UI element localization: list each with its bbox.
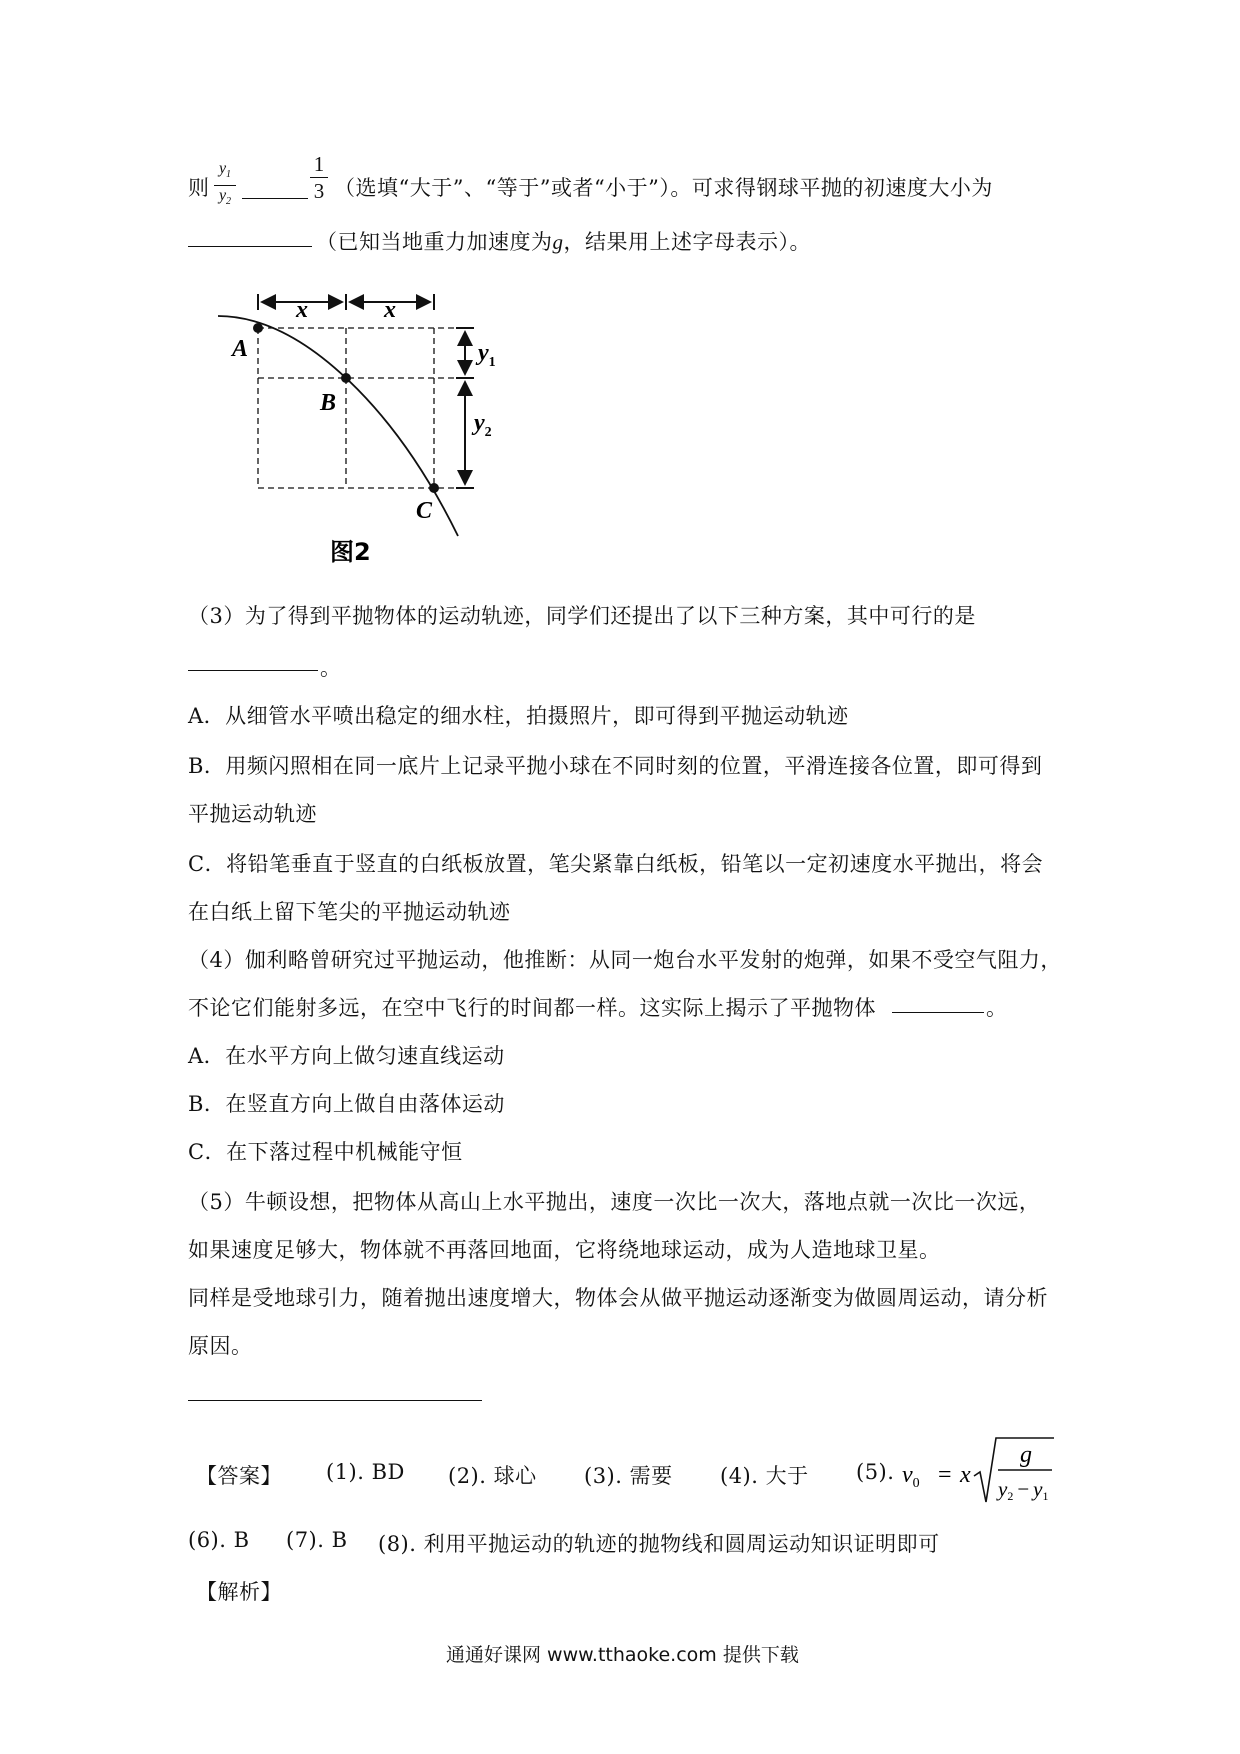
q3-answer-blank[interactable] [188, 650, 318, 671]
answer-2: (2). 球心 [448, 1464, 537, 1488]
q4-option-b: B．在竖直方向上做自由落体运动 [188, 1092, 505, 1116]
q3-option-a: A．从细管水平喷出稳定的细水柱，拍摄照片，即可得到平抛运动轨迹 [188, 704, 849, 728]
label-x-second: x [384, 297, 396, 323]
q4-stem-line1: （4）伽利略曾研究过平抛运动，他推断：从同一炮台水平发射的炮弹，如果不受空气阻力， [188, 948, 1062, 972]
answer-5-formula [898, 1432, 1058, 1512]
ratio-denominator: $y_2$ [218, 187, 232, 208]
trajectory-figure [200, 280, 530, 570]
q5-line1: （5）牛顿设想，把物体从高山上水平抛出，速度一次比一次大，落地点就一次比一次远， [188, 1190, 1041, 1214]
answer-3: (3). 需要 [584, 1464, 673, 1488]
answer-blank-2[interactable] [188, 226, 312, 247]
label-point-b: B [320, 390, 337, 416]
q3-stem-end: 。 [320, 656, 342, 680]
answer-7: (7). B [286, 1528, 348, 1552]
formula-g: g [1020, 1442, 1032, 1468]
q4-stem-end: 。 [986, 996, 1008, 1020]
label-point-a: A [232, 336, 249, 362]
answer-blank-1[interactable] [242, 178, 308, 199]
q3-option-b-line1: B．用频闪照相在同一底片上记录平抛小球在不同时刻的位置，平滑连接各位置，即可得到 [188, 754, 1043, 778]
answer-1: (1). BD [326, 1460, 405, 1484]
dashed-grid [258, 328, 464, 488]
analysis-label: 【解析】 [196, 1580, 282, 1604]
ratio-fraction [214, 160, 236, 211]
q5-line2: 如果速度足够大，物体就不再落回地面，它将绕地球运动，成为人造地球卫星。 [188, 1238, 941, 1262]
q3-option-c-line2: 在白纸上留下笔尖的平抛运动轨迹 [188, 900, 511, 924]
one-third-fraction: 1 3 [310, 152, 328, 203]
vertical-dimension-arrows [456, 328, 474, 488]
formula-v0: $v_0$ [902, 1462, 920, 1491]
point-a-dot [253, 323, 263, 333]
answer-label: 【答案】 [196, 1464, 282, 1488]
horizontal-dimension-arrows [258, 294, 434, 310]
label-x-first: x [296, 297, 308, 323]
q4-option-a: A．在水平方向上做匀速直线运动 [188, 1044, 505, 1068]
formula-denominator: y2 − y1 [998, 1477, 1049, 1503]
label-point-c: C [416, 498, 433, 524]
label-y1: $y_1$ [478, 340, 496, 370]
footer-watermark: 通通好课网 www.tthaoke.com 提供下载 [446, 1644, 799, 1666]
answer-8: (8). 利用平抛运动的轨迹的抛物线和圆周运动知识证明即可 [378, 1532, 940, 1556]
line1-choice-text: （选填“大于”、“等于”或者“小于”）。可求得钢球平抛的初速度大小为 [334, 176, 993, 200]
answer-6: (6). B [188, 1528, 250, 1552]
q3-stem: （3）为了得到平抛物体的运动轨迹，同学们还提出了以下三种方案，其中可行的是 [188, 604, 976, 628]
q4-stem-line2: 不论它们能射多远，在空中飞行的时间都一样。这实际上揭示了平抛物体 [188, 996, 876, 1020]
ratio-numerator: $y_1$ [218, 160, 232, 181]
formula-x: x [960, 1462, 971, 1488]
q3-option-b-line2: 平抛运动轨迹 [188, 802, 317, 826]
point-c-dot [429, 483, 439, 493]
figure-caption: 图2 [330, 538, 371, 566]
q5-answer-line[interactable] [188, 1400, 482, 1401]
answer-4: (4). 大于 [720, 1464, 809, 1488]
q4-answer-blank[interactable] [892, 992, 984, 1013]
line1-prefix: 则 [188, 176, 210, 200]
point-b-dot [341, 373, 351, 383]
answer-5-number: (5). [856, 1460, 895, 1484]
q5-line3: 同样是受地球引力，随着抛出速度增大，物体会从做平抛运动逐渐变为做圆周运动，请分析 [188, 1286, 1048, 1310]
q4-option-c: C．在下落过程中机械能守恒 [188, 1140, 463, 1164]
line2-text: （已知当地重力加速度为g，结果用上述字母表示）。 [316, 230, 811, 254]
q3-option-c-line1: C．将铅笔垂直于竖直的白纸板放置，笔尖紧靠白纸板，铅笔以一定初速度水平抛出，将会 [188, 852, 1044, 876]
label-y2: $y_2$ [474, 410, 492, 440]
formula-equals: = [938, 1462, 952, 1488]
q5-line4: 原因。 [188, 1334, 253, 1358]
